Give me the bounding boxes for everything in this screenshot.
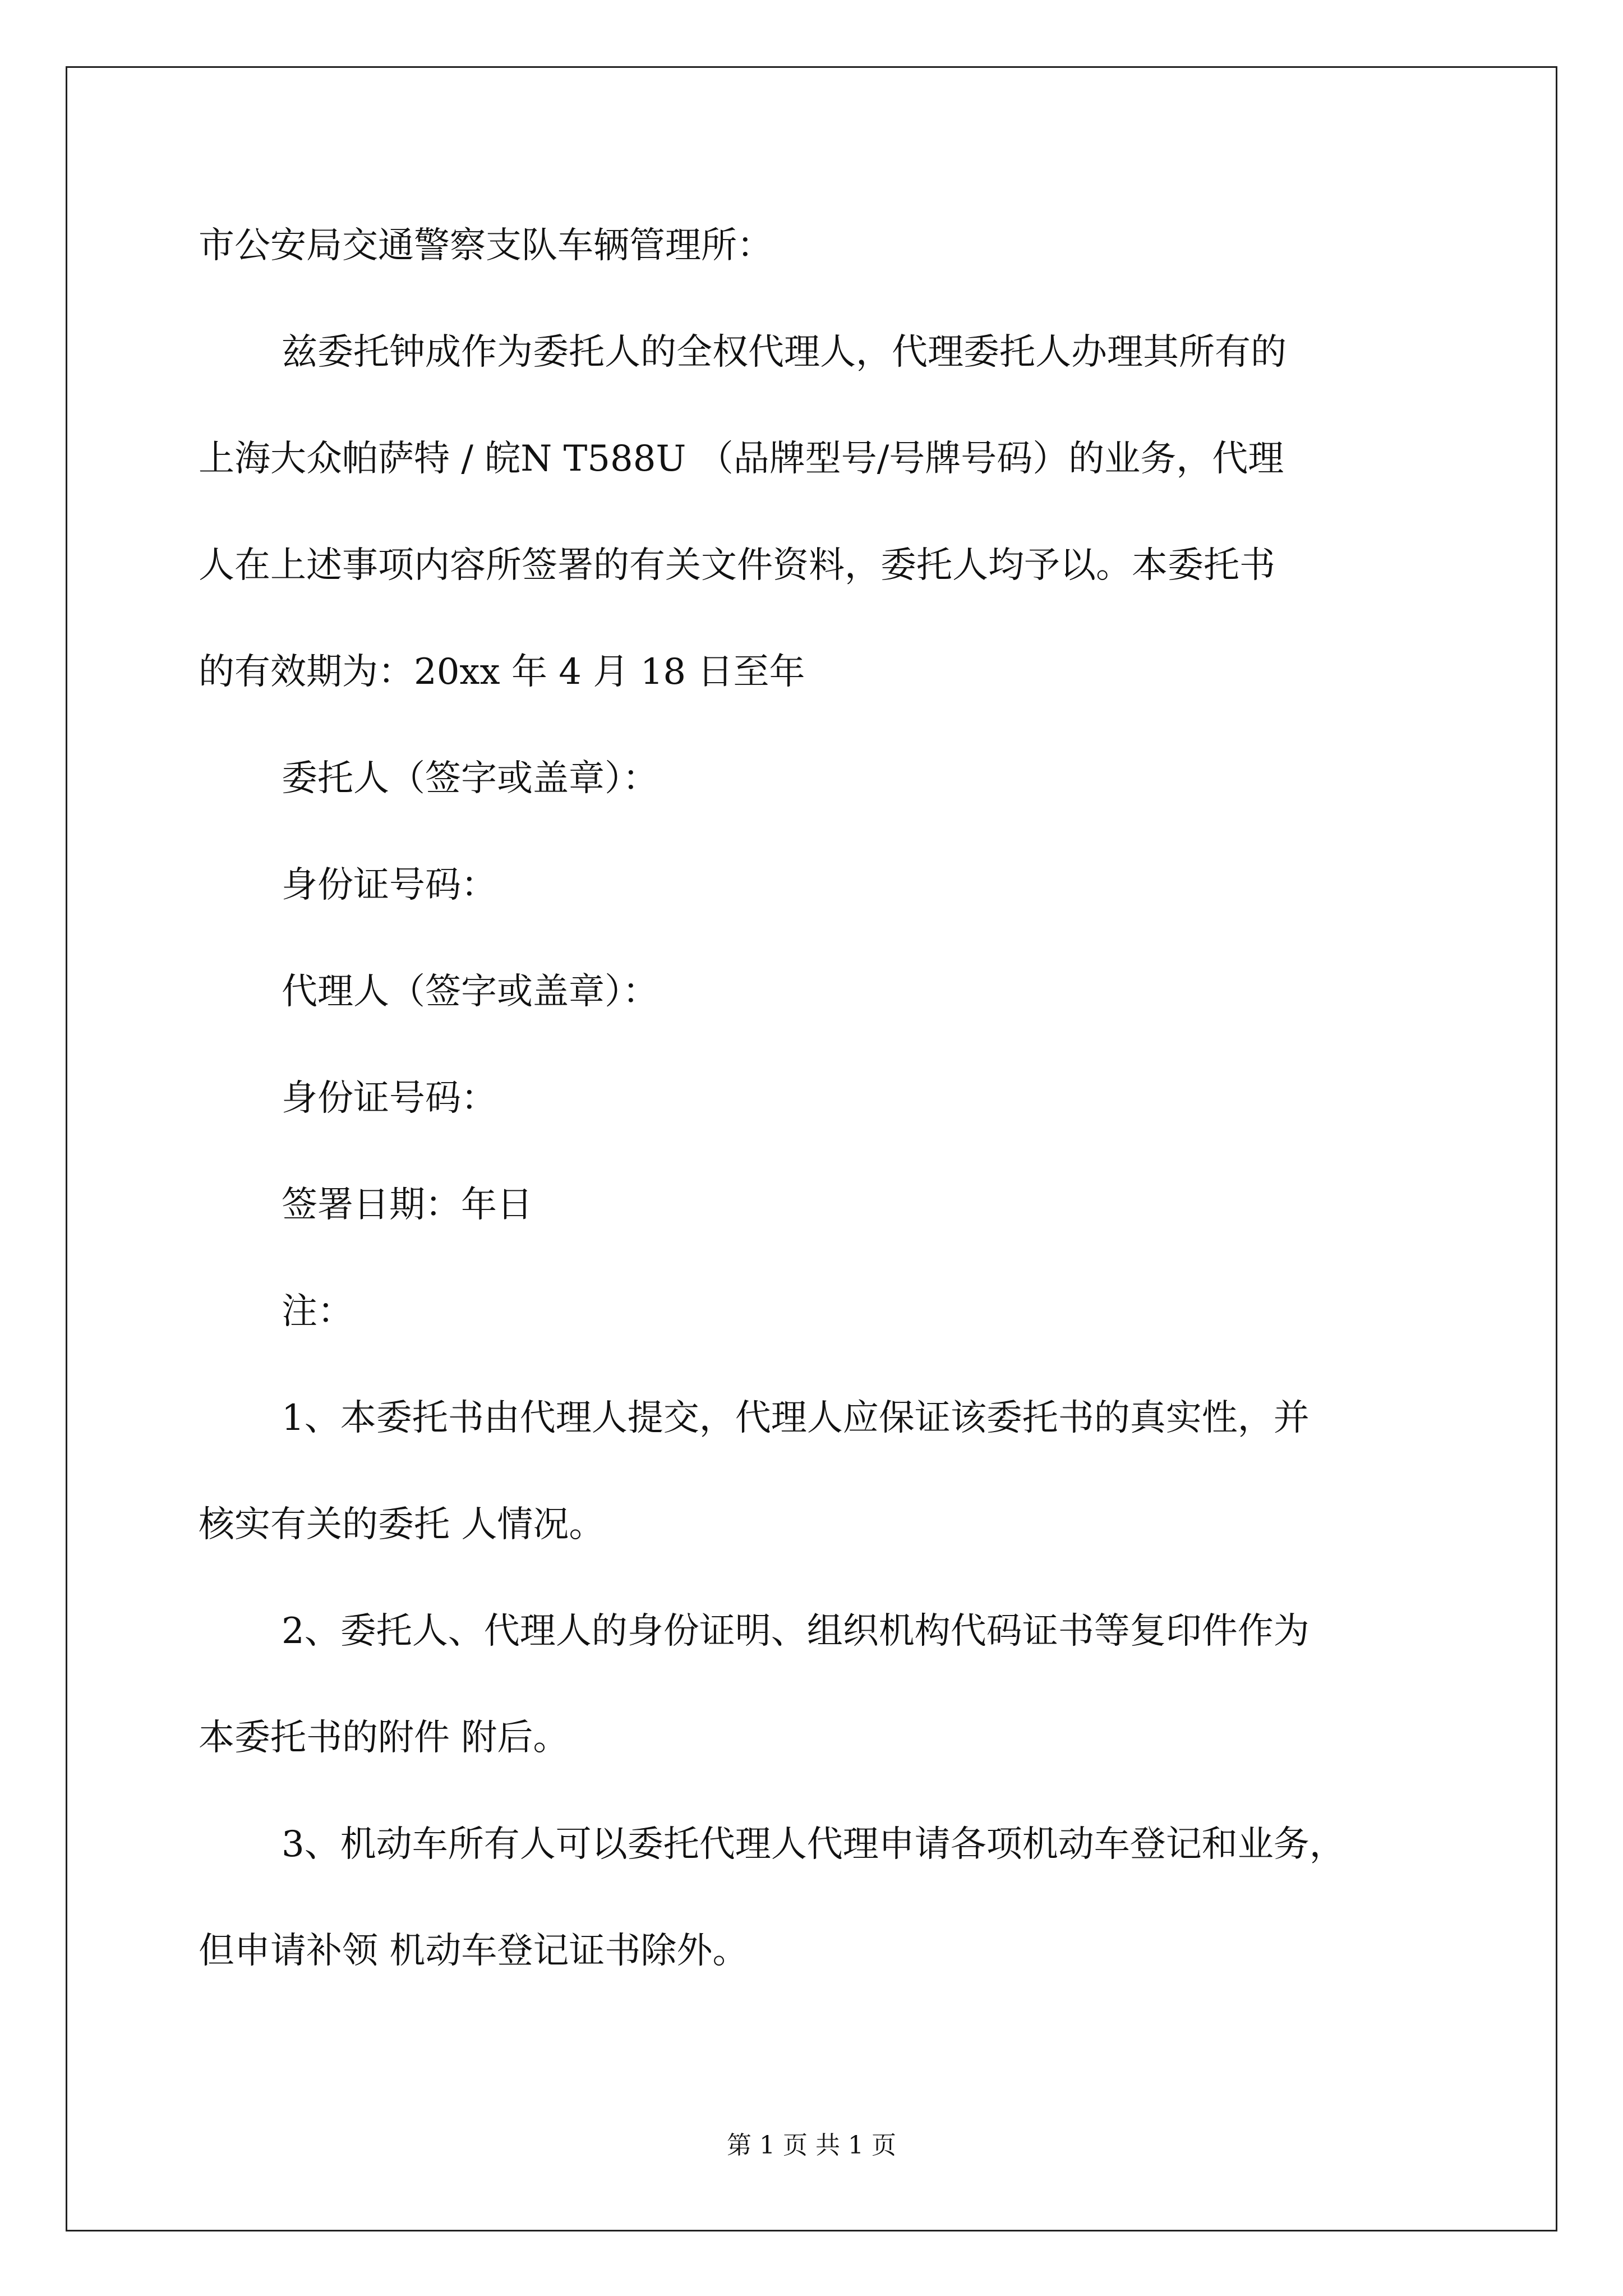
page-footer: 第 1 页 共 1 页 <box>727 2131 896 2160</box>
body-line-4: 的有效期为：20xx 年 4 月 18 日至年 <box>199 651 805 693</box>
note-3-line-2: 但申请补领 机动车登记证书除外。 <box>199 1930 749 1972</box>
body-line-2: 上海大众帕萨特 / 皖N T588U （品牌型号/号牌号码）的业务，代理 <box>199 438 1284 480</box>
principal-id-field: 身份证号码： <box>282 864 497 906</box>
page-border <box>66 66 1557 2231</box>
note-3-line-1: 3、机动车所有人可以委托代理人代理申请各项机动车登记和业务， <box>282 1824 1345 1865</box>
principal-signature-field: 委托人（签字或盖章）： <box>282 758 658 799</box>
note-1-line-1: 1、本委托书由代理人提交，代理人应保证该委托书的真实性，并 <box>282 1397 1310 1439</box>
note-1-line-2: 核实有关的委托 人情况。 <box>199 1504 605 1545</box>
notes-heading: 注： <box>282 1291 353 1332</box>
agent-id-field: 身份证号码： <box>282 1078 497 1119</box>
note-2-line-1: 2、委托人、代理人的身份证明、组织机构代码证书等复印件作为 <box>282 1611 1310 1652</box>
body-line-3: 人在上述事项内容所签署的有关文件资料，委托人均予以。本委托书 <box>199 545 1275 586</box>
addressee: 市公安局交通警察支队车辆管理所： <box>199 225 773 266</box>
sign-date-field: 签署日期：年日 <box>282 1184 533 1226</box>
note-2-line-2: 本委托书的附件 附后。 <box>199 1717 569 1759</box>
body-line-1: 兹委托钟成作为委托人的全权代理人，代理委托人办理其所有的 <box>282 332 1287 373</box>
agent-signature-field: 代理人（签字或盖章）： <box>282 971 658 1013</box>
